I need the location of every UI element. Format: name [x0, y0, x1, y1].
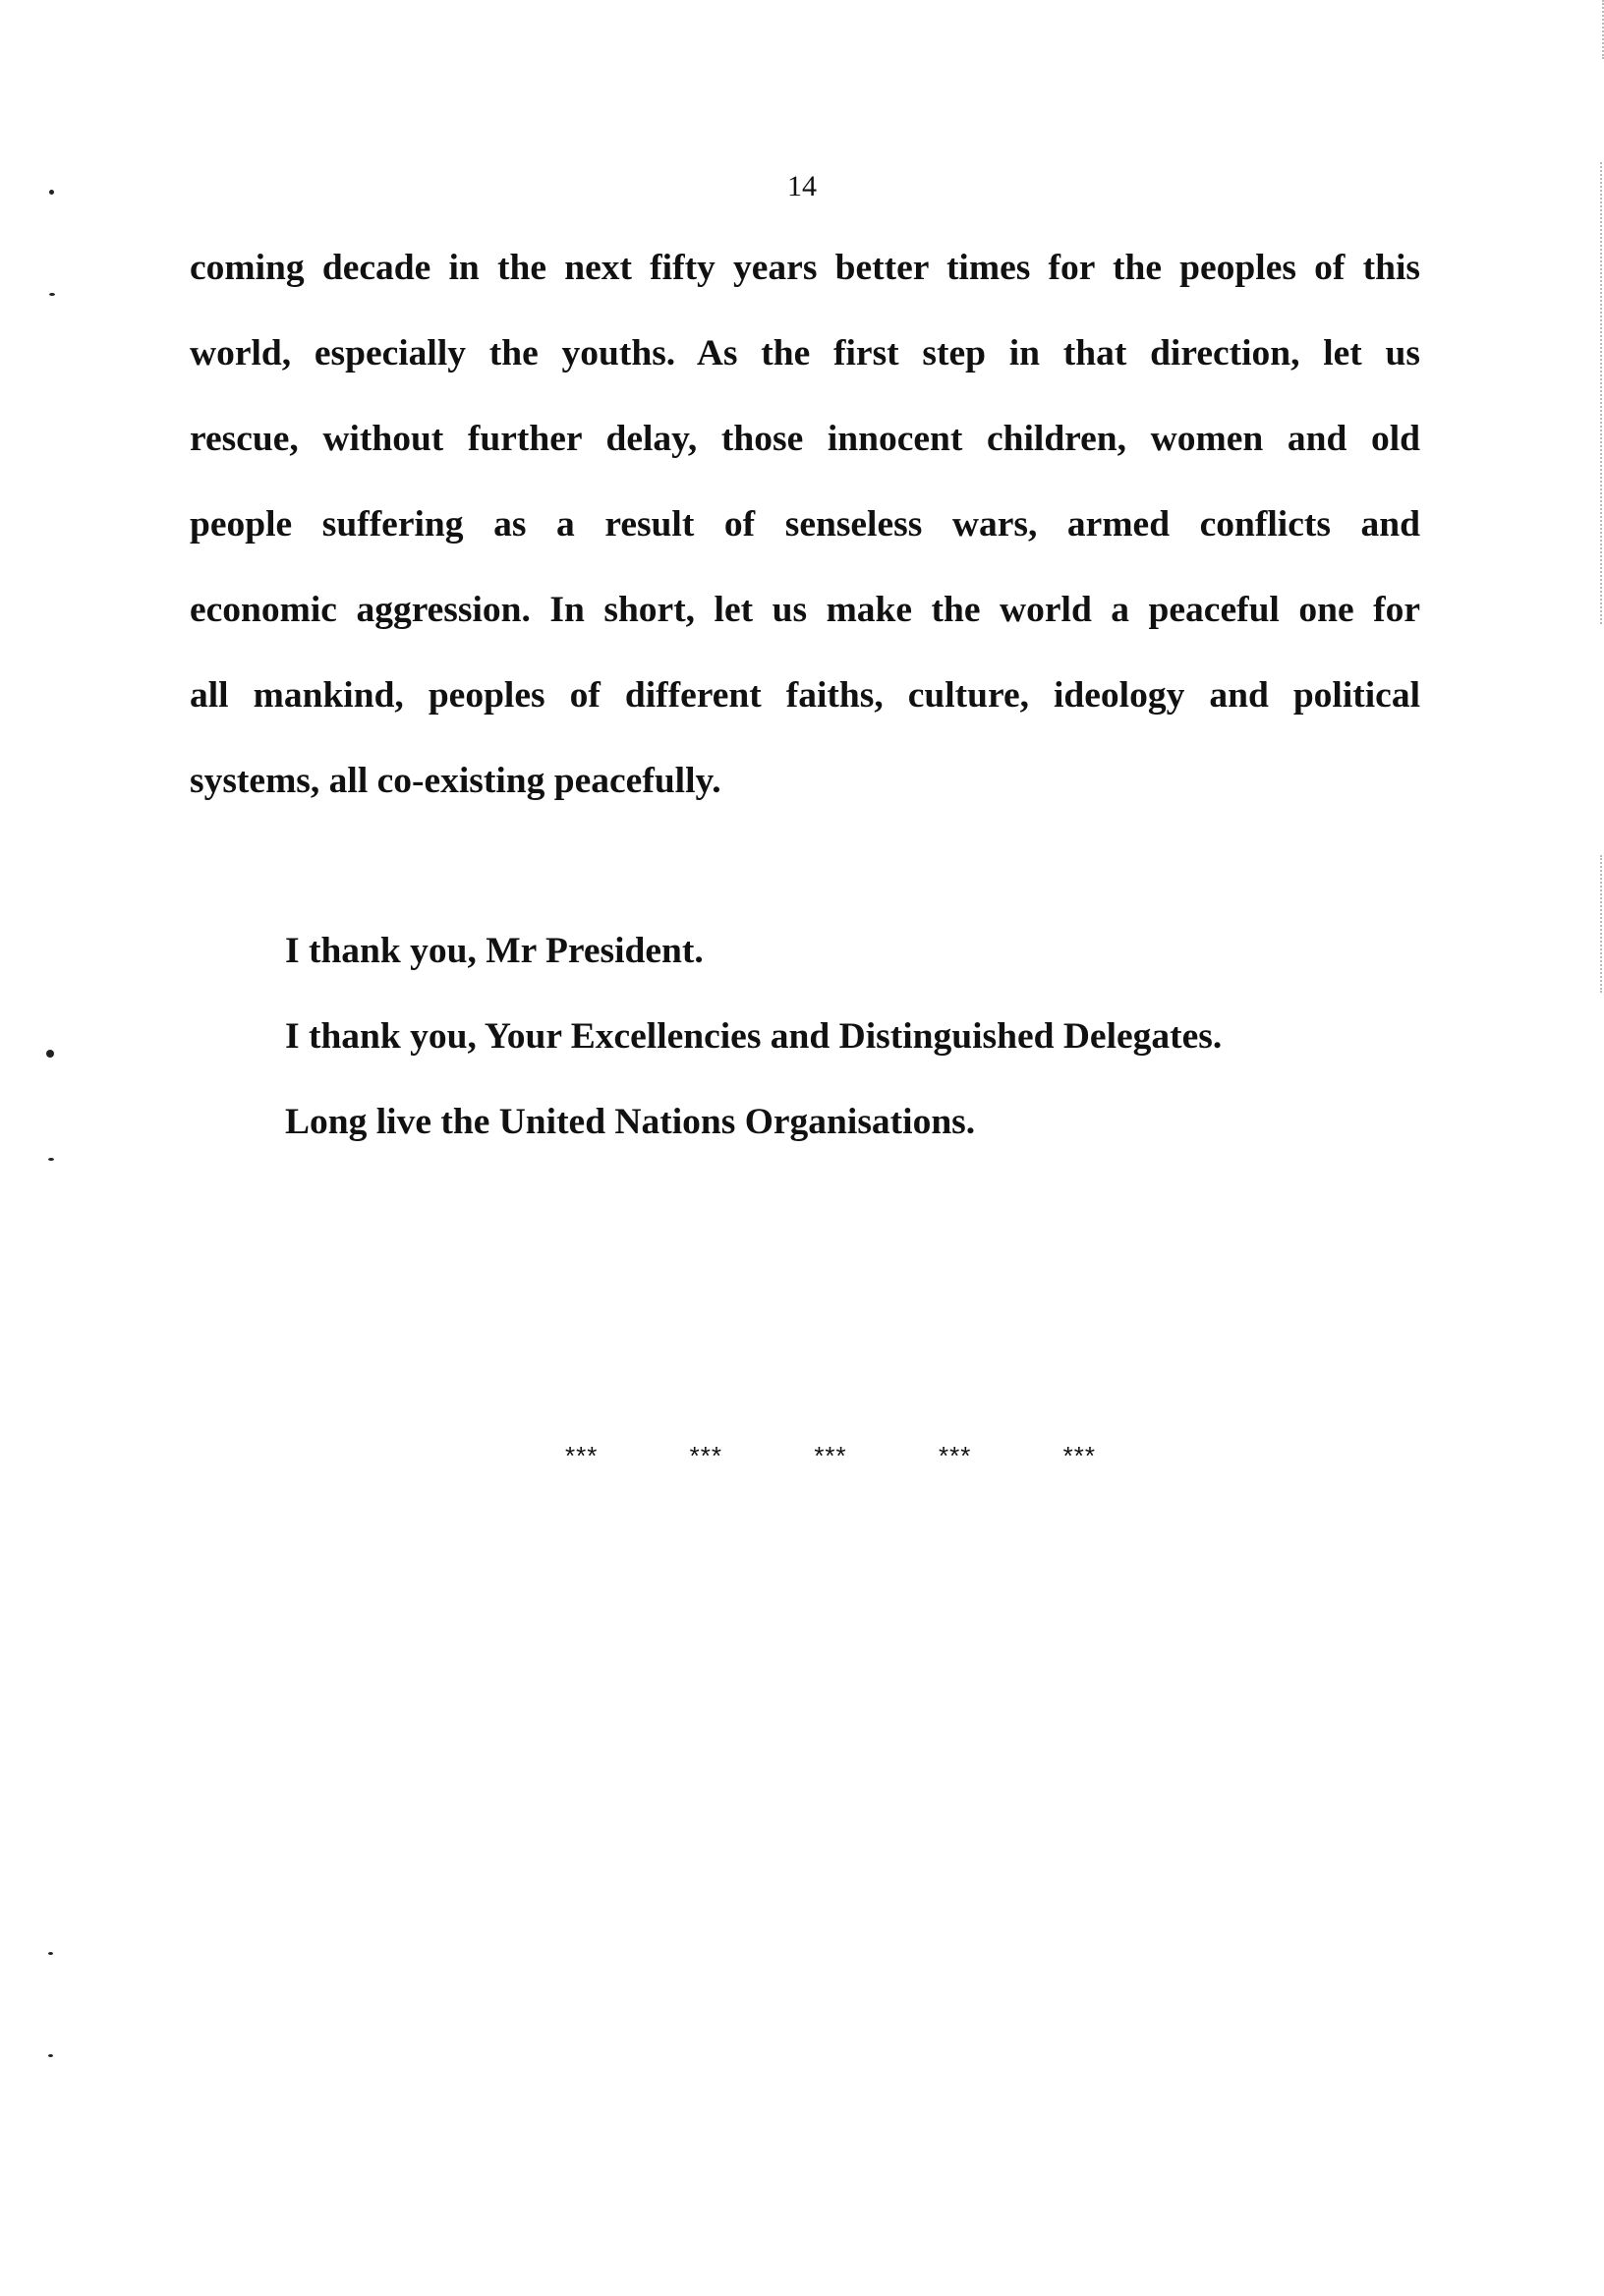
closing-remarks — [285, 924, 1415, 1180]
section-divider — [565, 1441, 1096, 1471]
scan-speck — [48, 2054, 53, 2057]
paragraph-line: economic aggression. In short, let us make the world a peaceful one for — [190, 590, 1420, 630]
paragraph-line: world, especially the youths. As the first step in that direction, let us — [190, 333, 1420, 373]
body-paragraph — [190, 241, 1420, 839]
scan-speck — [49, 293, 55, 296]
scan-speck — [48, 1952, 53, 1955]
scan-edge-mark — [1600, 855, 1603, 993]
paragraph-line: people suffering as a result of senseless wars, armed conflicts and — [190, 504, 1420, 545]
asterisk-mark: *** — [565, 1441, 599, 1470]
closing-line: I thank you, Mr President. — [285, 931, 704, 971]
asterisk-mark: *** — [814, 1441, 847, 1470]
paragraph-line: all mankind, peoples of different faiths, culture, ideology and political — [190, 675, 1420, 716]
paragraph-line: rescue, without further delay, those innocent children, women and old — [190, 419, 1420, 459]
asterisk-mark: *** — [689, 1441, 723, 1470]
scan-edge-mark — [1600, 162, 1603, 624]
page-number: 14 — [787, 170, 817, 202]
scan-speck — [48, 1158, 54, 1161]
closing-line: Long live the United Nations Organisations. — [285, 1102, 976, 1142]
scan-speck — [46, 1050, 54, 1058]
closing-line: I thank you, Your Excellencies and Distinguished Delegates. — [285, 1016, 1223, 1057]
paragraph-line: coming decade in the next fifty years better times for the peoples of this — [190, 248, 1420, 288]
paragraph-line: systems, all co-existing peacefully. — [190, 761, 721, 801]
asterisk-mark: *** — [938, 1441, 972, 1470]
asterisk-mark: *** — [1062, 1441, 1096, 1470]
